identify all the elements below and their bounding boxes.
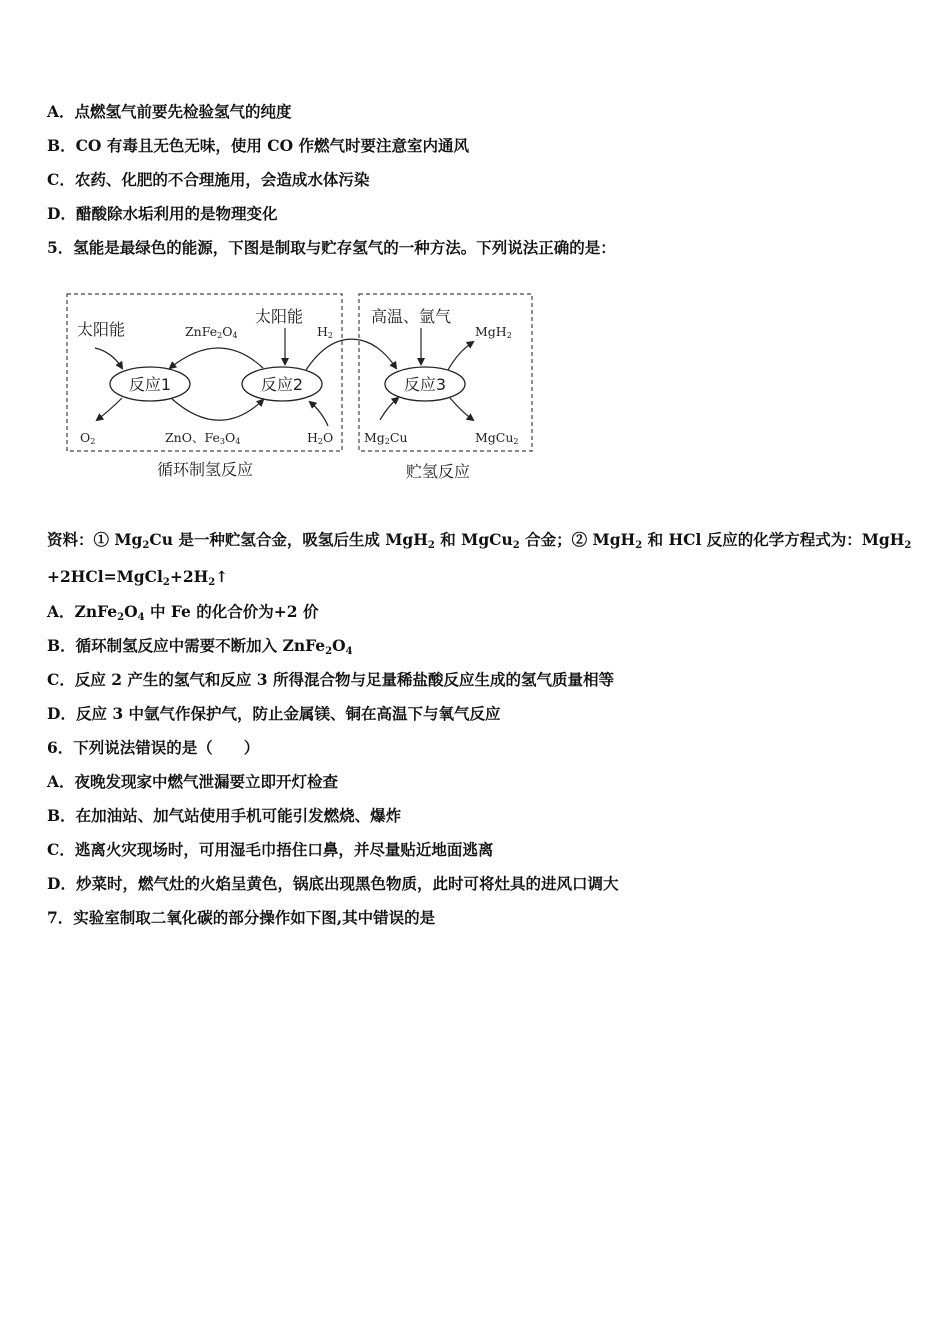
arrow-r2-to-r1-top	[170, 348, 263, 368]
high-temp-argon: 高温、氩气	[371, 307, 452, 326]
hydrogen-cycle-diagram	[60, 286, 540, 486]
mg2cu-label: Mg2Cu	[364, 430, 408, 446]
solar-energy-mid: 太阳能	[255, 307, 304, 326]
q5-equation: $+2HCl=MgCl_2+2H_2↑$	[47, 567, 229, 588]
q5-option-d: D．反应 3 中氩气作保护气，防止金属镁、铜在高温下与氧气反应	[47, 704, 501, 723]
arrow-r1-o2	[97, 398, 122, 420]
reaction3-label: 反应3	[403, 375, 447, 394]
h2-label: H2	[317, 324, 333, 340]
q4-option-a: A．点燃氢气前要先检验氢气的纯度	[47, 102, 292, 121]
solar-energy-left: 太阳能	[77, 320, 126, 339]
mgh2-label: MgH2	[475, 324, 512, 340]
arrow-solar-r1	[95, 348, 122, 368]
arrow-mg2cu-r3	[380, 398, 398, 420]
arrow-h2o-r2	[310, 402, 328, 426]
q6-option-a: A．夜晚发现家中燃气泄漏要立即开灯检查	[47, 772, 339, 791]
q5-material: 资料：① $Mg_2Cu$ 是一种贮氢合金，吸氢后生成 MgH$_2$ 和 MgCu$_2$ 合金；② MgH$_2$ 和 HCl 反应的化学方程式为：MgH$_2$	[47, 530, 912, 551]
cycle-caption: 循环制氢反应	[156, 460, 254, 479]
q5-option-c: C．反应 2 产生的氢气和反应 3 所得混合物与足量稀盐酸反应生成的氢气质量相等	[47, 670, 614, 689]
reaction1-label: 反应1	[128, 375, 172, 394]
q6-option-d: D．炒菜时，燃气灶的火焰呈黄色，锅底出现黑色物质，此时可将灶具的进风口调大	[47, 874, 619, 893]
q4-option-c: C．农药、化肥的不合理施用，会造成水体污染	[47, 170, 370, 189]
arrow-h2-r2-to-r3	[306, 339, 396, 370]
q6-option-c: C．逃离火灾现场时，可用湿毛巾捂住口鼻，并尽量贴近地面逃离	[47, 840, 494, 859]
arrow-r3-mgcu2	[450, 398, 473, 420]
q6-stem: 6．下列说法错误的是（ ）	[47, 738, 260, 757]
arrow-r1-to-r2-bottom	[172, 399, 263, 420]
reaction2-label: 反应2	[260, 375, 304, 394]
storage-caption: 贮氢反应	[405, 462, 471, 481]
h2o-label: H2O	[307, 430, 334, 446]
q5-stem: 5．氢能是最绿色的能源，下图是制取与贮存氢气的一种方法。下列说法正确的是：	[47, 238, 616, 257]
q5-option-a: A．$ZnFe_2O_4$ 中 Fe 的化合价为+2 价	[47, 602, 319, 623]
q5-option-b: B．循环制氢反应中需要不断加入 $ZnFe_2O_4$	[47, 636, 353, 657]
q4-option-d: D．醋酸除水垢利用的是物理变化	[47, 204, 278, 223]
q6-option-b: B．在加油站、加气站使用手机可能引发燃烧、爆炸	[47, 806, 402, 825]
q4-option-b: B．CO 有毒且无色无味，使用 CO 作燃气时要注意室内通风	[47, 136, 469, 155]
arrow-r3-mgh2	[448, 342, 473, 370]
mgcu2-label: MgCu2	[475, 430, 519, 446]
zno-fe3o4-label: ZnO、Fe3O4	[165, 430, 241, 446]
q7-stem: 7．实验室制取二氧化碳的部分操作如下图,其中错误的是	[47, 908, 436, 927]
o2-label: O2	[80, 430, 96, 446]
znfe2o4-label: ZnFe2O4	[185, 324, 238, 340]
